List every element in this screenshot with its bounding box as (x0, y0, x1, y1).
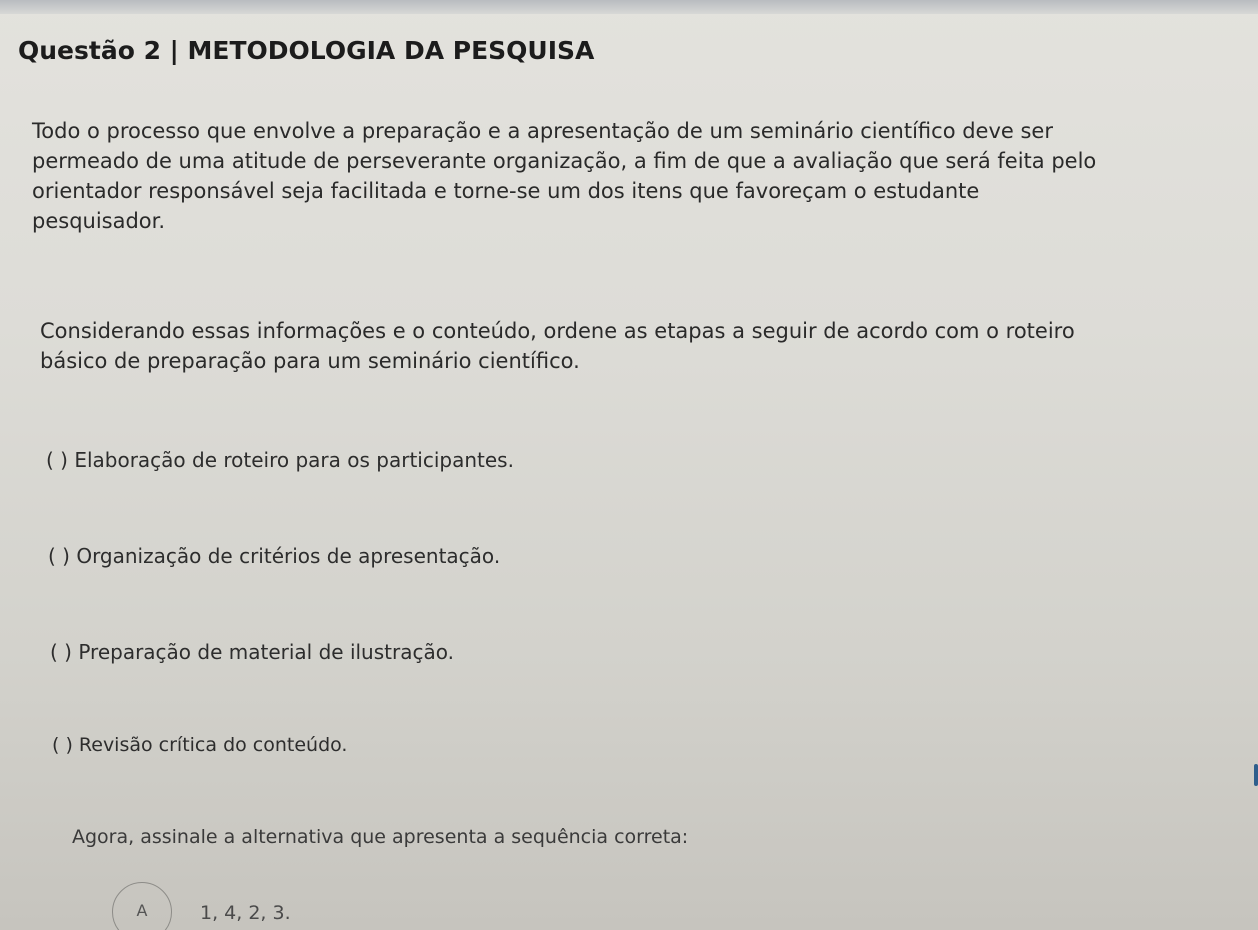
answer-instruction: Agora, assinale a alternativa que apresenta a sequência correta: (72, 826, 689, 848)
context-line: orientador responsável seja facilitada e torne-se um dos itens que favoreçam o estudante (32, 179, 980, 203)
prompt-line: Considerando essas informações e o conteúdo, ordene as etapas a seguir de acordo com o roteiro (40, 319, 1075, 343)
question-context (32, 116, 1252, 236)
context-line: permeado de uma atitude de perseverante organização, a fim de que a avaliação que será feita pelo (32, 149, 1097, 173)
context-line: Todo o processo que envolve a preparação e a apresentação de um seminário científico deve ser (32, 119, 1053, 143)
alternative-text: 1, 4, 2, 3. (200, 902, 291, 924)
scrollbar-indicator[interactable] (1254, 764, 1258, 786)
prompt-line: básico de preparação para um seminário científico. (40, 349, 580, 373)
context-line: pesquisador. (32, 209, 166, 233)
question-title: Questão 2 | METODOLOGIA DA PESQUISA (18, 36, 595, 65)
question-prompt (40, 316, 1250, 376)
alternative-letter-badge[interactable]: A (112, 882, 172, 930)
order-item: ( ) Revisão crítica do conteúdo. (52, 734, 348, 756)
order-item: ( ) Organização de critérios de apresentação. (48, 544, 501, 568)
order-item: ( ) Preparação de material de ilustração. (50, 640, 454, 664)
alternative-a[interactable] (108, 878, 508, 930)
order-item: ( ) Elaboração de roteiro para os participantes. (46, 448, 514, 472)
top-edge (0, 0, 1258, 14)
